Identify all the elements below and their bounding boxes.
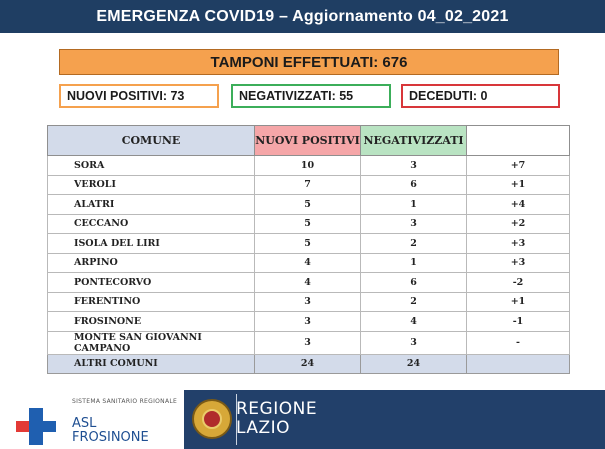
cell-comune: ARPINO: [48, 253, 255, 273]
cell-comune: ISOLA DEL LIRI: [48, 234, 255, 254]
cell-negativizzati: 2: [361, 292, 467, 312]
cell-differenza: +1: [467, 175, 570, 195]
asl-line1: ASL: [72, 416, 97, 431]
asl-name: [72, 417, 149, 445]
tamponi-text: TAMPONI EFFETTUATI: 676: [210, 53, 408, 71]
cell-comune: FROSINONE: [48, 312, 255, 332]
footer: [0, 386, 605, 449]
page-title: EMERGENZA COVID19 – Aggiornamento 04_02_2021: [96, 7, 509, 25]
comuni-table: [47, 125, 570, 374]
cell-positivi: 5: [255, 234, 361, 254]
asl-line2: FROSINONE: [72, 430, 149, 445]
lazio-line2: LAZIO: [236, 418, 291, 438]
header-negativizzati: NEGATIVIZZATI: [361, 126, 467, 156]
regione-lazio-emblem-icon: [192, 399, 232, 439]
cell-negativizzati: 6: [361, 175, 467, 195]
cell-differenza: +2: [467, 214, 570, 234]
cell-negativizzati: 1: [361, 253, 467, 273]
page-header: [0, 0, 605, 33]
cell-positivi: 3: [255, 312, 361, 332]
cell-comune: ALTRI COMUNI: [48, 354, 255, 374]
table-row: [48, 175, 570, 195]
cell-positivi: 3: [255, 292, 361, 312]
tamponi-banner: [59, 49, 559, 75]
cell-positivi: 24: [255, 354, 361, 374]
cell-positivi: 5: [255, 195, 361, 215]
table-header-row: [48, 126, 570, 156]
table-row: [48, 312, 570, 332]
cell-differenza: -2: [467, 273, 570, 293]
cell-comune: MONTE SAN GIOVANNI CAMPANO: [48, 331, 255, 354]
table-row: [48, 273, 570, 293]
cell-comune: SORA: [48, 156, 255, 176]
cell-negativizzati: 4: [361, 312, 467, 332]
cell-negativizzati: 24: [361, 354, 467, 374]
cell-differenza: +3: [467, 253, 570, 273]
cell-comune: FERENTINO: [48, 292, 255, 312]
table-row: [48, 156, 570, 176]
cell-differenza: -: [467, 331, 570, 354]
asl-subtitle: SISTEMA SANITARIO REGIONALE: [72, 398, 178, 405]
altri-comuni-row: [48, 354, 570, 374]
cell-negativizzati: 2: [361, 234, 467, 254]
cell-positivi: 4: [255, 273, 361, 293]
header-nuovi-positivi: NUOVI POSITIVI: [255, 126, 361, 156]
negativizzati-box: [231, 84, 391, 108]
header-comune: COMUNE: [48, 126, 255, 156]
cell-positivi: 7: [255, 175, 361, 195]
table-row: [48, 234, 570, 254]
cell-comune: CECCANO: [48, 214, 255, 234]
table-row: [48, 214, 570, 234]
cell-comune: ALATRI: [48, 195, 255, 215]
table-row: [48, 292, 570, 312]
cell-comune: VEROLI: [48, 175, 255, 195]
table-row: [48, 253, 570, 273]
table-row: [48, 195, 570, 215]
cell-positivi: 10: [255, 156, 361, 176]
cell-differenza: [467, 354, 570, 374]
cell-differenza: +4: [467, 195, 570, 215]
cell-differenza: +1: [467, 292, 570, 312]
negativizzati-text: NEGATIVIZZATI: 55: [239, 89, 354, 103]
nuovi-positivi-text: NUOVI POSITIVI: 73: [67, 89, 185, 103]
header-differenza: [467, 126, 570, 156]
cell-negativizzati: 3: [361, 214, 467, 234]
cell-negativizzati: 3: [361, 331, 467, 354]
cell-comune: PONTECORVO: [48, 273, 255, 293]
cell-differenza: +3: [467, 234, 570, 254]
deceduti-box: [401, 84, 560, 108]
cell-negativizzati: 6: [361, 273, 467, 293]
nuovi-positivi-box: [59, 84, 219, 108]
cell-positivi: 5: [255, 214, 361, 234]
table-row: [48, 331, 570, 354]
asl-frosinone-logo: [12, 393, 178, 448]
cell-negativizzati: 1: [361, 195, 467, 215]
cell-differenza: +7: [467, 156, 570, 176]
regione-lazio-text: [236, 400, 317, 438]
cell-negativizzati: 3: [361, 156, 467, 176]
cell-differenza: -1: [467, 312, 570, 332]
lazio-line1: REGIONE: [236, 399, 318, 419]
deceduti-text: DECEDUTI: 0: [409, 89, 488, 103]
regione-lazio-logo: [184, 390, 605, 449]
cell-positivi: 3: [255, 331, 361, 354]
cell-positivi: 4: [255, 253, 361, 273]
